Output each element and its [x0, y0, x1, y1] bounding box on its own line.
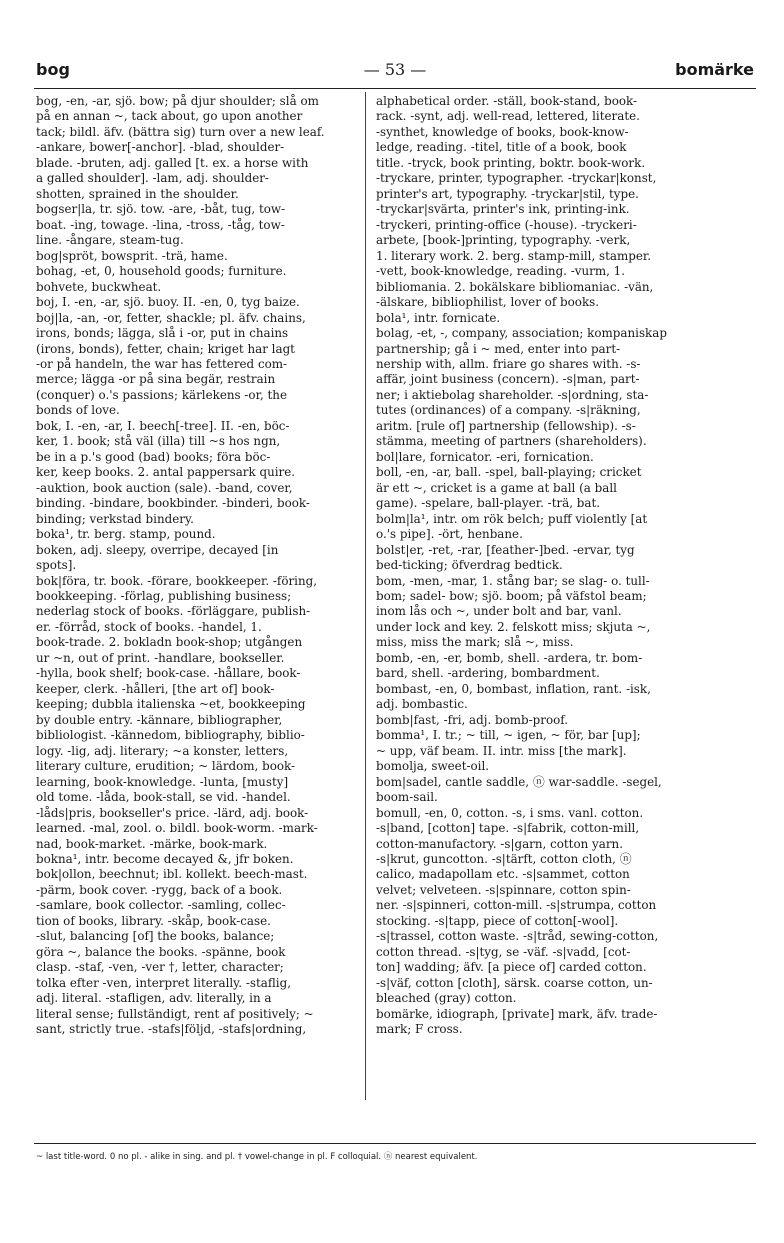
entry-line: -s|krut, guncotton. -s|tärft, cotton cloth, ⓝ: [376, 851, 632, 866]
entry-line: affär, joint business (concern). -s|man, part-: [376, 372, 640, 387]
entry-line: be in a p.'s good (bad) books; föra böc-: [36, 449, 271, 464]
entry-line: -älskare, bibliophilist, lover of books.: [376, 295, 600, 310]
entry-line: tutes (ordinances) of a company. -s|räkning,: [376, 403, 641, 418]
entry-line: boj, I. -en, -ar, sjö. buoy. II. -en, 0, tyg baize.: [36, 295, 300, 310]
entry-line: bog, -en, -ar, sjö. bow; på djur shoulder; slå om: [36, 94, 319, 108]
entry-line: bomolja, sweet-oil.: [376, 759, 490, 774]
left-column: [36, 94, 356, 1038]
entry-line: bolag, -et, -, company, association; kompaniskap: [376, 326, 667, 341]
entry-line: irons, bonds; lägga, slå i -or, put in chains: [36, 326, 289, 341]
entry-line: clasp. -staf, -ven, -ver †, letter, character;: [36, 960, 284, 975]
entry-line: alphabetical order. -ställ, book-stand, book-: [376, 94, 638, 108]
entry-line: ton] wadding; äfv. [a piece of] carded cotton.: [376, 960, 647, 975]
entry-line: stämma, meeting of partners (shareholders).: [376, 434, 647, 449]
entry-line: ledge, reading. -titel, title of a book, book: [376, 140, 627, 155]
entry-line: bibliomania. 2. bokälskare bibliomaniac. -vän,: [376, 279, 654, 294]
entry-line: old tome. -låda, book-stall, se vid. -handel.: [36, 790, 291, 805]
entry-line: bomma¹, I. tr.; ~ till, ~ igen, ~ för, bar [up];: [376, 728, 641, 743]
column-divider: [365, 92, 366, 1100]
entry-line: stocking. -s|tapp, piece of cotton[-wool].: [376, 913, 619, 928]
entry-line: -pärm, book cover. -rygg, back of a book.: [36, 882, 283, 897]
right-running-head: bomärke: [675, 60, 754, 79]
entry-line: tolka efter -ven, interpret literally. -staflig,: [36, 975, 291, 990]
entry-line: o.'s pipe]. -ört, henbane.: [376, 527, 523, 542]
entry-line: bom, -men, -mar, 1. stång bar; se slag- o. tull-: [376, 573, 650, 588]
entry-line: -auktion, book auction (sale). -band, cover,: [36, 480, 293, 495]
page-header: [36, 60, 754, 86]
entry-line: by double entry. -kännare, bibliographer,: [36, 712, 283, 727]
entry-line: bomb, -en, -er, bomb, shell. -ardera, tr. bom-: [376, 650, 643, 665]
entry-line: er. -förråd, stock of books. -handel, 1.: [36, 619, 262, 634]
entry-line: bolst|er, -ret, -rar, [feather-]bed. -ervar, tyg: [376, 542, 635, 557]
entry-line: printer's art, typography. -tryckar|stil, type.: [376, 186, 639, 201]
entry-line: bed-ticking; öfverdrag bedtick.: [376, 558, 563, 573]
entry-line: boka¹, tr. berg. stamp, pound.: [36, 527, 216, 542]
entry-line: bibliologist. -kännedom, bibliography, biblio-: [36, 728, 305, 743]
entry-line: ~ upp, väf beam. II. intr. miss [the mark].: [376, 743, 627, 758]
entry-line: 1. literary work. 2. berg. stamp-mill, stamper.: [376, 248, 652, 263]
entry-line: bard, shell. -ardering, bombardment.: [376, 666, 600, 681]
entry-line: -s|väf, cotton [cloth], särsk. coarse cotton, un-: [376, 975, 653, 990]
entry-line: på en annan ~, tack about, go upon another: [36, 109, 303, 124]
entry-line: tack; bildl. äfv. (bättra sig) turn over a new leaf.: [36, 124, 325, 139]
entry-line: bomb|fast, -fri, adj. bomb-proof.: [376, 712, 569, 727]
entry-line: bola¹, intr. fornicate.: [376, 310, 501, 325]
entry-line: blade. -bruten, adj. galled [t. ex. a horse with: [36, 155, 309, 170]
entry-line: -s|band, [cotton] tape. -s|fabrik, cotton-mill,: [376, 821, 640, 836]
entry-line: bok|ollon, beechnut; ibl. kollekt. beech-mast.: [36, 867, 308, 882]
entry-line: rack. -synt, adj. well-read, lettered, literate.: [376, 109, 640, 124]
entry-line: -ankare, bower[-anchor]. -blad, shoulder-: [36, 140, 285, 155]
entry-line: bohag, -et, 0, household goods; furniture.: [36, 264, 287, 279]
entry-line: -s|trassel, cotton waste. -s|tråd, sewing-cotton,: [376, 929, 659, 944]
entry-line: -synthet, knowledge of books, book-know-: [376, 124, 629, 139]
entry-line: ker, keep books. 2. antal pappersark quire.: [36, 465, 296, 480]
entry-line: bolm|la¹, intr. om rök belch; puff violently [at: [376, 511, 648, 526]
abbreviation-legend: ~ last title-word. 0 no pl. - alike in sing. and pl. † vowel-change in pl. F colloquial. ⓝ nearest equivalent.: [36, 1152, 478, 1162]
entry-line: miss, miss the mark; slå ~, miss.: [376, 635, 574, 650]
entry-line: binding; verkstad bindery.: [36, 511, 194, 526]
entry-line: bom|sadel, cantle saddle, ⓝ war-saddle. -segel,: [376, 774, 662, 789]
entry-line: book-trade. 2. bokladn book-shop; utgången: [36, 635, 303, 650]
entry-line: ner. -s|spinneri, cotton-mill. -s|strumpa, cotton: [376, 898, 657, 913]
entry-line: a galled shoulder]. -lam, adj. shoulder-: [36, 171, 269, 186]
entry-line: -låds|pris, bookseller's price. -lärd, adj. book-: [36, 805, 309, 820]
page-number: — 53 —: [363, 60, 427, 79]
entry-line: keeping; dubbla italienska ~et, bookkeeping: [36, 697, 306, 712]
entry-line: bokna¹, intr. become decayed &, jfr boken.: [36, 851, 294, 866]
entry-line: partnership; gå i ~ med, enter into part-: [376, 341, 621, 356]
entry-line: bom; sadel- bow; sjö. boom; på väfstol beam;: [376, 589, 647, 603]
entry-line: sant, strictly true. -stafs|följd, -stafs|ordning,: [36, 1022, 307, 1037]
entry-line: -tryckeri, printing-office (-house). -tryckeri-: [376, 217, 637, 232]
entry-line: göra ~, balance the books. -spänne, book: [36, 944, 286, 959]
entry-line: keeper, clerk. -hålleri, [the art of] book-: [36, 681, 275, 696]
entry-line: boll, -en, -ar, ball. -spel, ball-playing; cricket: [376, 465, 642, 480]
entry-line: bogser|la, tr. sjö. tow. -are, -båt, tug, tow-: [36, 202, 286, 217]
entry-line: cotton-manufactory. -s|garn, cotton yarn.: [376, 836, 623, 851]
entry-line: logy. -lig, adj. literary; ~a konster, letters,: [36, 743, 289, 758]
entry-line: title. -tryck, book printing, boktr. book-work.: [376, 155, 646, 170]
entry-line: (irons, bonds), fetter, chain; kriget har lagt: [36, 341, 295, 356]
entry-line: -samlare, book collector. -samling, collec-: [36, 898, 286, 913]
entry-line: binding. -bindare, bookbinder. -binderi, book-: [36, 496, 310, 511]
entry-line: bok, I. -en, -ar, I. beech[-tree]. II. -en, böc-: [36, 418, 290, 433]
header-rule: [34, 88, 756, 89]
entry-line: -tryckar|svärta, printer's ink, printing-ink.: [376, 202, 630, 217]
entry-line: cotton thread. -s|tyg, se -väf. -s|vadd, [cot-: [376, 944, 631, 959]
entry-line: spots].: [36, 558, 77, 573]
entry-line: boken, adj. sleepy, overripe, decayed [in: [36, 542, 279, 557]
entry-line: game). -spelare, ball-player. -trä, bat.: [376, 496, 601, 511]
entry-line: literal sense; fullständigt, rent af positively; ~: [36, 1006, 314, 1021]
entry-line: ker, 1. book; stå väl (illa) till ~s hos ngn,: [36, 434, 281, 449]
entry-line: adj. literal. -stafligen, adv. literally, in a: [36, 991, 272, 1006]
entry-line: learned. -mal, zool. o. bildl. book-worm. -mark-: [36, 821, 318, 836]
entry-line: inom lås och ~, under bolt and bar, vanl.: [376, 604, 622, 619]
entry-line: under lock and key. 2. felskott miss; skjuta ~,: [376, 619, 651, 634]
entry-line: bombast, -en, 0, bombast, inflation, rant. -isk,: [376, 681, 651, 696]
entry-line: är ett ~, cricket is a game at ball (a ball: [376, 480, 617, 495]
entry-line: line. -ångare, steam-tug.: [36, 233, 184, 248]
entry-line: bomull, -en, 0, cotton. -s, i sms. vanl. cotton.: [376, 805, 644, 820]
entry-line: -slut, balancing [of] the books, balance;: [36, 929, 275, 944]
entry-line: aritm. [rule of] partnership (fellowship). -s-: [376, 418, 636, 433]
entry-line: boat. -ing, towage. -lina, -tross, -tåg, tow-: [36, 217, 285, 232]
entry-line: velvet; velveteen. -s|spinnare, cotton spin-: [376, 882, 631, 897]
entry-line: adj. bombastic.: [376, 697, 468, 712]
entry-line: tion of books, library. -skåp, book-case.: [36, 913, 271, 928]
entry-line: bol|lare, fornicator. -eri, fornication.: [376, 449, 594, 464]
entry-line: (conquer) o.'s passions; kärlekens -or, the: [36, 387, 288, 402]
entry-line: -tryckare, printer, typographer. -tryckar|konst,: [376, 171, 657, 186]
entry-line: ur ~n, out of print. -handlare, bookseller.: [36, 650, 285, 665]
footer-rule: [34, 1143, 756, 1144]
entry-line: bonds of love.: [36, 403, 120, 418]
entry-line: bog|spröt, bowsprit. -trä, hame.: [36, 248, 228, 263]
entry-line: bomärke, idiograph, [private] mark, äfv. trade-: [376, 1006, 658, 1021]
entry-line: merce; lägga -or på sina begär, restrain: [36, 372, 276, 387]
left-running-head: bog: [36, 60, 70, 79]
entry-line: -vett, book-knowledge, reading. -vurm, 1.: [376, 264, 626, 279]
entry-line: bookkeeping. -förlag, publishing business;: [36, 589, 292, 603]
entry-line: bok|föra, tr. book. -förare, bookkeeper. -föring,: [36, 573, 318, 588]
entry-line: literary culture, erudition; ~ lärdom, book-: [36, 759, 296, 774]
entry-line: arbete, [book-]printing, typography. -verk,: [376, 233, 631, 248]
entry-line: boom-sail.: [376, 790, 438, 805]
entry-line: -or på handeln, the war has fettered com-: [36, 356, 288, 371]
entry-line: nederlag stock of books. -förläggare, publish-: [36, 604, 311, 619]
entry-line: boj|la, -an, -or, fetter, shackle; pl. äfv. chains,: [36, 310, 306, 325]
entry-line: learning, book-knowledge. -lunta, [musty]: [36, 774, 289, 789]
right-column: [376, 94, 718, 1038]
entry-line: bohvete, buckwheat.: [36, 279, 162, 294]
entry-line: -hylla, book shelf; book-case. -hållare, book-: [36, 666, 301, 681]
entry-line: bleached (gray) cotton.: [376, 991, 517, 1006]
entry-line: shotten, sprained in the shoulder.: [36, 186, 239, 201]
entry-line: ner; i aktiebolag shareholder. -s|ordning, sta-: [376, 387, 649, 402]
entry-line: nad, book-market. -märke, book-mark.: [36, 836, 268, 851]
entry-line: calico, madapollam etc. -s|sammet, cotton: [376, 867, 630, 882]
entry-line: mark; F cross.: [376, 1022, 463, 1037]
entry-line: nership with, allm. friare go shares with. -s-: [376, 356, 641, 371]
